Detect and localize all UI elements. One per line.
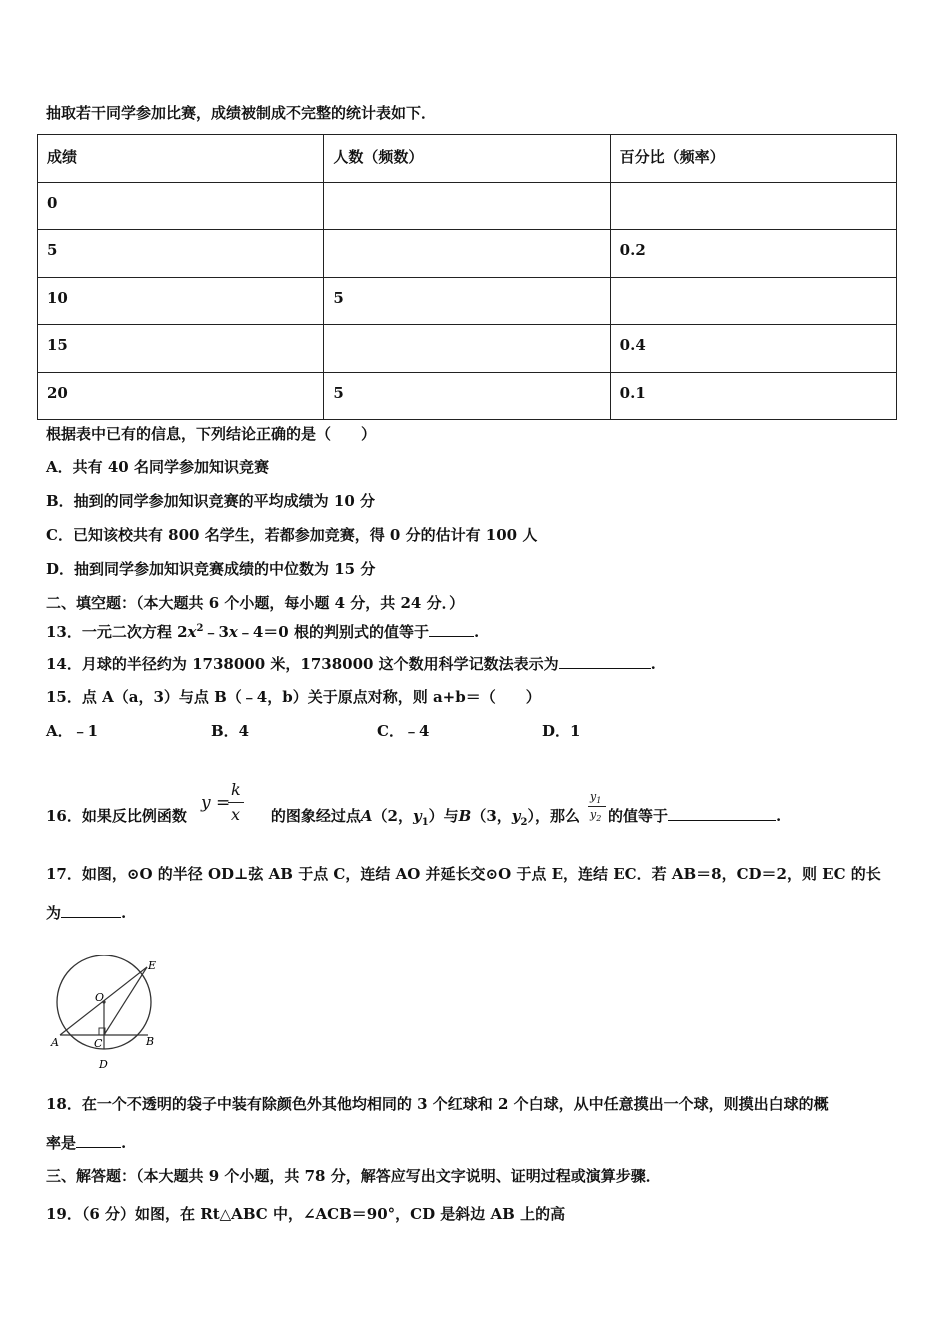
q13-text-a: 13．一元二次方程 2 <box>46 623 188 641</box>
q14-end: . <box>650 655 656 673</box>
table-cell: 0 <box>38 182 324 230</box>
y2-sub: 2 <box>520 817 528 828</box>
q13-exponent: 2 <box>196 623 204 634</box>
q18-line1: 18．在一个不透明的袋子中装有除颜色外其他均相同的 3 个红球和 2 个白球，从中任意摸出一个球，则摸出白球的概 <box>46 1095 829 1113</box>
q15-option-c: C．﹣4 <box>377 722 430 740</box>
q15-option-a: A．﹣1 <box>46 722 99 740</box>
table-row <box>38 277 897 325</box>
section-fill-in-heading: 二、填空题：（本大题共 6 个小题，每小题 4 分，共 24 分．） <box>46 594 465 612</box>
q16-formula-y: y = <box>201 793 231 813</box>
q19: 19．（6 分）如图，在 Rt△ABC 中，∠ACB＝90°，CD 是斜边 AB 上的高 <box>46 1205 566 1223</box>
fraction-bar <box>588 806 606 807</box>
q14-text: 14．月球的半径约为 1738000 米，1738000 这个数用科学记数法表示为 <box>46 655 559 673</box>
table-header: 人数（频数） <box>324 135 610 183</box>
table-cell: 15 <box>38 325 324 373</box>
table-cell: 20 <box>38 372 324 420</box>
line-ec <box>104 967 147 1035</box>
q12-option-d: D．抽到同学参加知识竞赛成绩的中位数为 15 分 <box>46 560 376 578</box>
table-cell: 5 <box>324 277 610 325</box>
label-b: B <box>146 1035 155 1048</box>
table-cell: 0.4 <box>610 325 896 373</box>
table-cell <box>610 182 896 230</box>
q17-line2-text: 为 <box>46 904 62 922</box>
q16-formula-k: k <box>231 780 241 799</box>
table-cell: 0.2 <box>610 230 896 278</box>
y1-var: y <box>412 807 422 825</box>
circle-geometry-figure <box>46 955 166 1075</box>
q12-option-a: A．共有 40 名同学参加知识竞赛 <box>46 458 269 476</box>
q15-option-b: B．4 <box>211 722 250 740</box>
q16 <box>46 805 781 833</box>
q13 <box>46 619 479 642</box>
table-cell <box>610 277 896 325</box>
q17-line1: 17．如图，⊙O 的半径 OD⊥弦 AB 于点 C，连结 AO 并延长交⊙O 于点 E，连结 EC．若 AB＝8，CD＝2，则 EC 的长 <box>46 865 881 883</box>
q13-var: x <box>228 623 238 641</box>
q16-tail: 的值等于 <box>608 807 669 825</box>
score-table <box>37 134 897 420</box>
q13-text-c: ﹣4＝0 根的判别式的值等于 <box>237 623 429 641</box>
q12-option-c: C．已知该校共有 800 名学生，若都参加竞赛，得 0 分的估计有 100 人 <box>46 526 538 544</box>
q15-prompt: 15．点 A（a，3）与点 B（﹣4，b）关于原点对称，则 a+b＝（ ） <box>46 688 541 706</box>
y1-sub: 1 <box>596 796 602 806</box>
q16-point-b: （3， <box>471 807 512 825</box>
table-header: 百分比（频率） <box>610 135 896 183</box>
q12-option-b: B．抽到的同学参加知识竞赛的平均成绩为 10 分 <box>46 492 375 510</box>
table-cell: 5 <box>324 372 610 420</box>
point-a-label: A <box>360 807 373 825</box>
y2-sub: 2 <box>596 814 602 824</box>
table-row <box>38 230 897 278</box>
q16-formula-x: x <box>231 805 241 824</box>
q13-text-b: ﹣3 <box>203 623 229 641</box>
q16-close1: ）与 <box>428 807 459 825</box>
table-cell <box>324 182 610 230</box>
table-cell <box>324 230 610 278</box>
table-cell: 0.1 <box>610 372 896 420</box>
y1-sub: 1 <box>421 817 429 828</box>
y2-var: y <box>590 808 597 821</box>
answer-blank <box>559 653 651 669</box>
q16-end: . <box>776 807 782 825</box>
answer-blank <box>61 902 121 918</box>
y1-var: y <box>590 790 597 803</box>
q15-options <box>46 721 580 741</box>
q13-end: . <box>473 623 480 641</box>
label-d: D <box>99 1058 108 1071</box>
q18-line2-text: 率是 <box>46 1134 77 1152</box>
q16-mid: 的图象经过点 <box>270 807 361 825</box>
answer-blank <box>76 1132 121 1148</box>
label-c: C <box>94 1037 103 1050</box>
q18-end: . <box>121 1134 127 1152</box>
q16-close2: ），那么 <box>527 807 580 825</box>
intro-text: 抽取若干同学参加比赛，成绩被制成不完整的统计表如下． <box>46 104 437 122</box>
label-e: E <box>148 959 157 972</box>
table-cell <box>324 325 610 373</box>
frac-denominator <box>590 808 601 823</box>
q17-line2 <box>46 902 126 923</box>
frac-numerator <box>590 790 601 805</box>
label-a: A <box>51 1036 59 1049</box>
table-header-row <box>38 135 897 183</box>
q16-point-a: （2， <box>372 807 413 825</box>
q18-line2 <box>46 1132 126 1153</box>
table-cell: 10 <box>38 277 324 325</box>
fraction-bar <box>228 802 244 803</box>
q14 <box>46 653 656 674</box>
table-cell: 5 <box>38 230 324 278</box>
section-answer-heading: 三、解答题：（本大题共 9 个小题，共 78 分，解答应写出文字说明、证明过程或演算步骤． <box>46 1167 661 1185</box>
table-row <box>38 325 897 373</box>
q15-option-d: D．1 <box>542 722 581 740</box>
q13-var: x <box>187 623 197 641</box>
point-b-label: B <box>458 807 472 825</box>
q16-pre: 16．如果反比例函数 <box>46 807 187 825</box>
answer-blank <box>668 805 776 821</box>
table-header: 成绩 <box>38 135 324 183</box>
label-o: O <box>95 991 105 1004</box>
q12-prompt: 根据表中已有的信息，下列结论正确的是（ ） <box>46 425 377 443</box>
answer-blank <box>429 621 474 637</box>
table-row <box>38 182 897 230</box>
y2-var: y <box>511 807 521 825</box>
table-row <box>38 372 897 420</box>
q17-end: . <box>121 904 127 922</box>
